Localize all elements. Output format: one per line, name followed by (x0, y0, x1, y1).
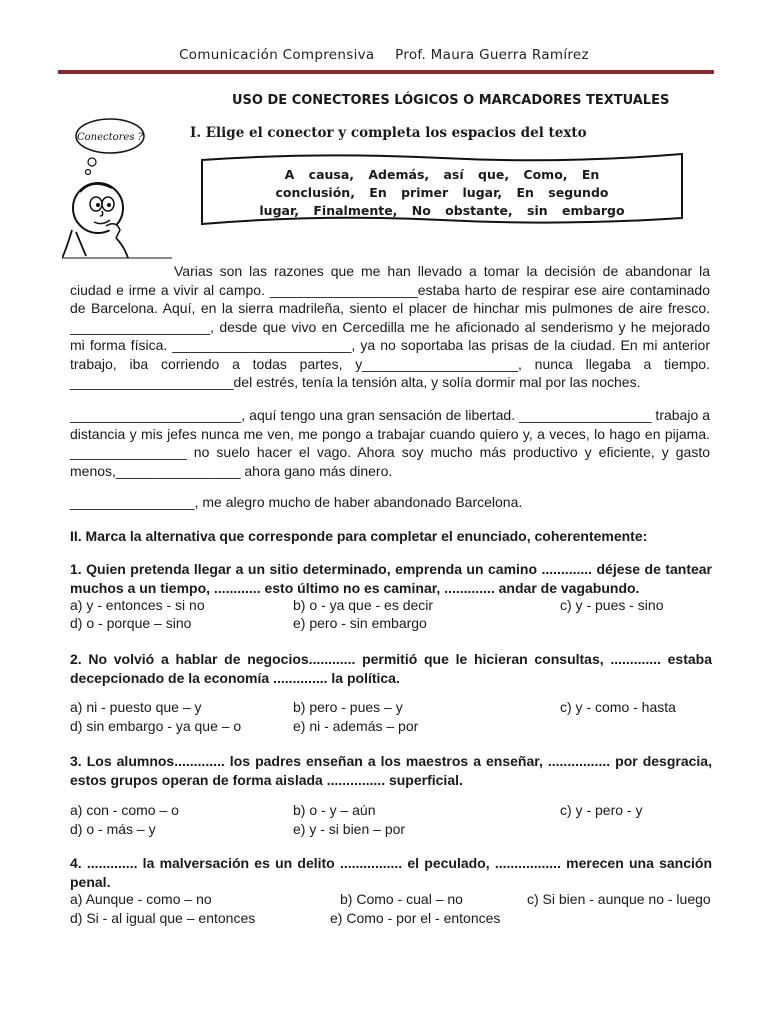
section2-heading: II. Marca la alternativa que corresponde para completar el enunciado, coherentemente: (70, 528, 648, 544)
connectors-line-2: conclusión, En primer lugar, En segundo (275, 185, 609, 200)
course-name: Comunicación Comprensiva (179, 47, 375, 63)
q3-option-a[interactable]: a) con - como – o (70, 802, 179, 818)
teacher-name: Prof. Maura Guerra Ramírez (395, 47, 589, 63)
text-paragraph-1 (70, 262, 710, 392)
question-2 (70, 650, 712, 688)
section1-heading: I. Elige el conector y completa los espacios del texto (190, 125, 587, 141)
question-number: 3 (70, 753, 78, 769)
paragraph-2: ______________________, aquí tengo una gran sensación de libertad. _________________ trabajo a distancia y mis jefes nunca me ven, me pongo a trabajar cuando quiero y, a veces, lo hago en pijama. _______________ no suelo hacer el vago. Ahora soy mucho más productivo y eficiente, y gasto menos,________________ ahora gano más dinero. (70, 407, 710, 479)
q1-option-b[interactable]: b) o - ya que - es decir (293, 597, 434, 613)
q3-option-e[interactable]: e) y - si bien – por (293, 821, 406, 837)
q2-option-b[interactable]: b) pero - pues – y (293, 699, 403, 715)
question-text: . No volvió a hablar de negocios............ permitió que le hicieran consultas, ............. estaba decepcionado de la economía .............. la política. (70, 651, 712, 686)
paragraph-3: ________________, me alegro mucho de haber abandonado Barcelona. (70, 494, 523, 510)
question-1 (70, 560, 712, 598)
header-rule (58, 70, 714, 74)
q1-option-e[interactable]: e) pero - sin embargo (293, 615, 427, 631)
text-paragraph-3 (70, 493, 710, 512)
q2-option-c[interactable]: c) y - como - hasta (560, 699, 676, 715)
question-3 (70, 752, 712, 790)
question-text: Quien pretenda llegar a un sitio determinado, emprenda un camino ............. déjese de tantear muchos a un tiempo, ............ esto último no es caminar, ............. andar de vagabundo. (70, 561, 713, 596)
q2-option-e[interactable]: e) ni - además – por (293, 718, 419, 734)
connectors-line-1: A causa, Además, así que, Como, En (284, 167, 600, 182)
q3-option-d[interactable]: d) o - más – y (70, 821, 156, 837)
q2-option-a[interactable]: a) ni - puesto que – y (70, 699, 202, 715)
q1-option-c[interactable]: c) y - pues - sino (560, 597, 664, 613)
connectors-line-3: lugar, Finalmente, No obstante, sin embargo (259, 203, 625, 218)
connector-word-box (200, 152, 684, 226)
question-number: 4. (70, 855, 82, 871)
page-header (0, 47, 768, 63)
q4-option-a[interactable]: a) Aunque - como – no (70, 891, 212, 907)
question-number: 2 (70, 651, 78, 667)
worksheet-title: USO DE CONECTORES LÓGICOS O MARCADORES TEXTUALES (232, 93, 670, 108)
q1-option-a[interactable]: a) y - entonces - si no (70, 597, 205, 613)
q3-option-c[interactable]: c) y - pero - y (560, 802, 643, 818)
question-4 (70, 854, 712, 892)
question-number: 1. (70, 561, 82, 577)
q1-option-d[interactable]: d) o - porque – sino (70, 615, 192, 631)
thinking-student-illustration (62, 110, 172, 260)
q4-option-b[interactable]: b) Como - cual – no (340, 891, 463, 907)
question-text: ............. la malversación es un delito ................ el peculado, ................. merecen una sanción penal. (70, 855, 712, 890)
q4-option-c[interactable]: c) Si bien - aunque no - luego (527, 891, 711, 907)
q4-option-e[interactable]: e) Como - por el - entonces (330, 910, 501, 926)
bubble-text: Conectores ? (76, 132, 144, 143)
question-text: . Los alumnos............. los padres enseñan a los maestros a enseñar, ................ por desgracia, estos grupos operan de forma aislada ............... superficial. (70, 753, 712, 788)
paragraph-1: Varias son las razones que me han llevado a tomar la decisión de abandonar la ciudad e irme a vivir al campo. ___________________estaba harto de respirar ese aire contaminado de Barcelona. Aquí, en la sierra madrileña, siento el placer de hinchar mis pulmones de aire fresco. __________________, desde que vivo en Cercedilla me he aficionado al senderismo y he mejorado mi forma física. _______________________, ya no soportaba las prisas de la ciudad. En mi anterior trabajo, iba corriendo a todas partes, y____________________, nunca llegaba a tiempo. _____________________del estrés, tenía la tensión alta, y solía dormir mal por las noches. (70, 263, 710, 390)
q3-option-b[interactable]: b) o - y – aún (293, 802, 376, 818)
q2-option-d[interactable]: d) sin embargo - ya que – o (70, 718, 242, 734)
text-paragraph-2 (70, 406, 710, 480)
q4-option-d[interactable]: d) Si - al igual que – entonces (70, 910, 256, 926)
